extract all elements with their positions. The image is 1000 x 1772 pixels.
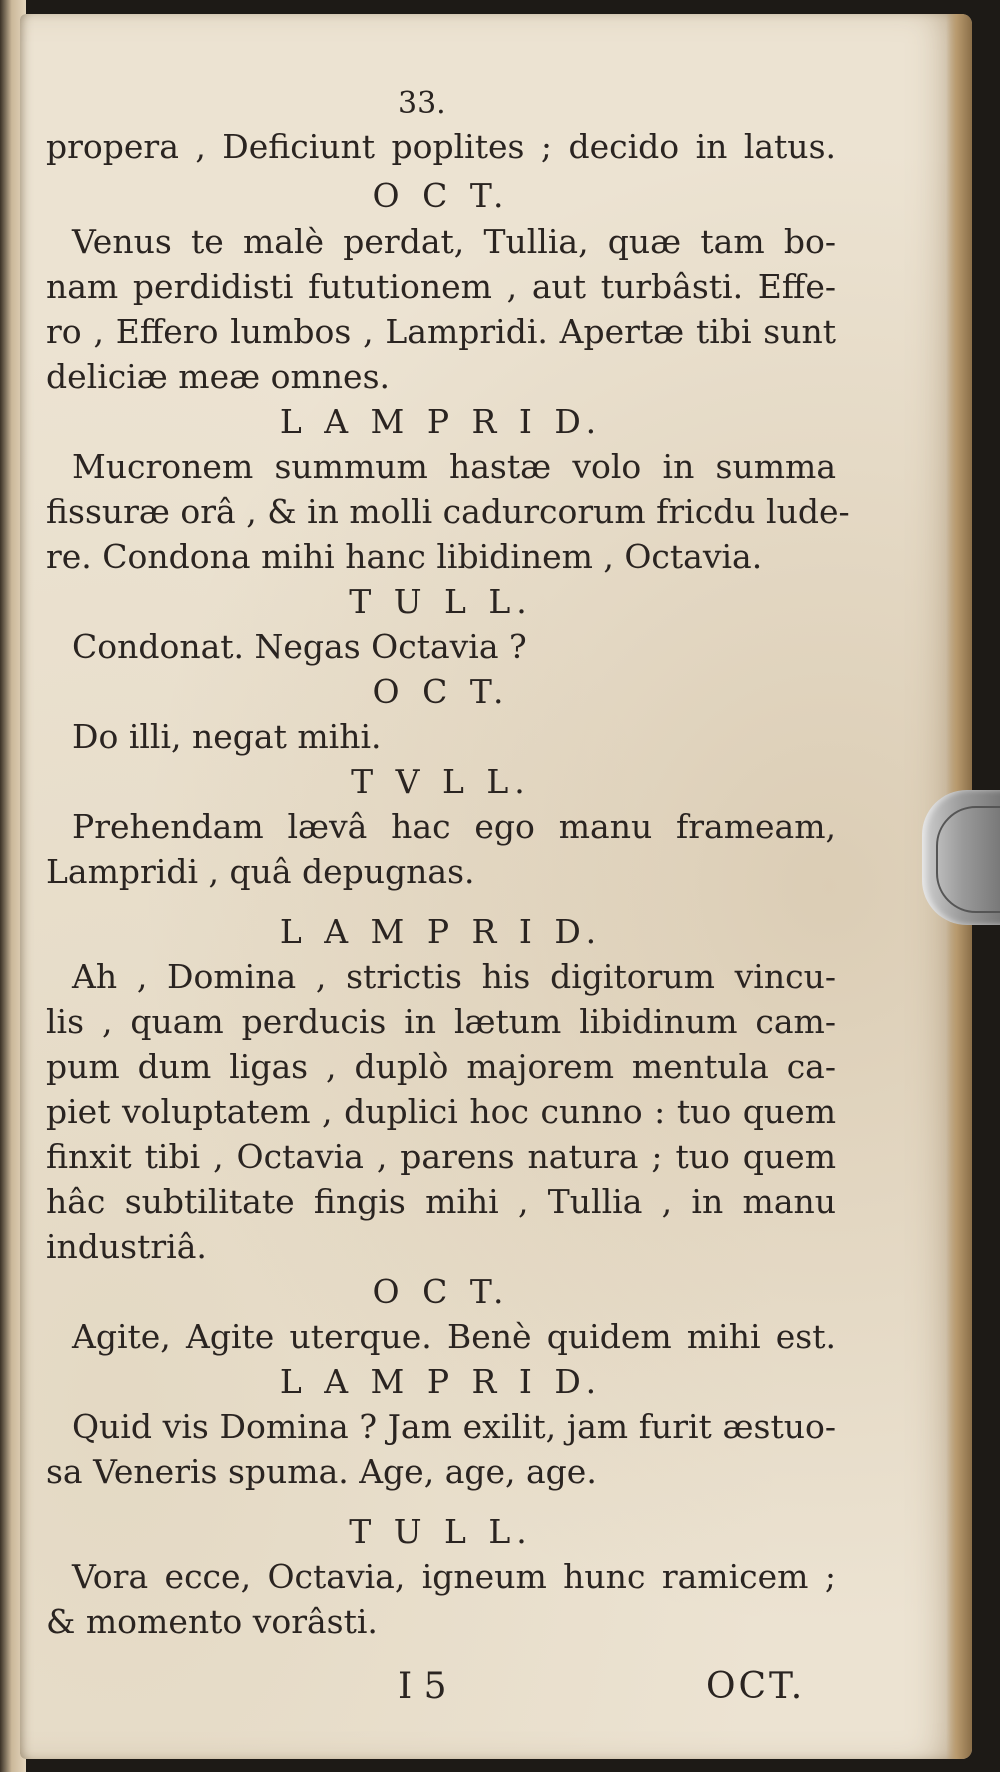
text-line: sa Veneris spuma. Age, age, age. bbox=[46, 1452, 597, 1491]
text-line: deliciæ meæ omnes. bbox=[46, 357, 391, 396]
speaker-heading: L A M P R I D. bbox=[279, 912, 603, 951]
page-clip-loop bbox=[936, 806, 1000, 913]
text-line: industriâ. bbox=[46, 1227, 207, 1266]
speaker-heading: O C T. bbox=[372, 672, 510, 711]
text-line: Mucronem summum hastæ volo in summa bbox=[72, 447, 836, 486]
speaker-heading: T V L L. bbox=[351, 762, 531, 801]
text-line: Ah , Domina , strictis his digitorum vincu- bbox=[72, 957, 836, 996]
text-line: piet voluptatem , duplici hoc cunno : tuo quem bbox=[46, 1092, 836, 1131]
speaker-heading: O C T. bbox=[372, 176, 510, 215]
text-line: Do illi, negat mihi. bbox=[72, 717, 382, 756]
text-line: ro , Effero lumbos , Lampridi. Apertæ tibi sunt bbox=[46, 312, 836, 351]
signature-mark: I 5 bbox=[398, 1666, 447, 1707]
text-line: finxit tibi , Octavia , parens natura ; tuo quem bbox=[46, 1137, 836, 1176]
speaker-heading: T U L L. bbox=[349, 1512, 533, 1551]
text-line: fissuræ orâ , & in molli cadurcorum fricdu lude- bbox=[46, 492, 850, 531]
speaker-heading: L A M P R I D. bbox=[279, 402, 603, 441]
speaker-heading: L A M P R I D. bbox=[279, 1362, 603, 1401]
text-line: Venus te malè perdat, Tullia, quæ tam bo- bbox=[72, 222, 836, 261]
text-line: Vora ecce, Octavia, igneum hunc ramicem ; bbox=[72, 1557, 836, 1596]
text-line: pum dum ligas , duplò majorem mentula ca- bbox=[46, 1047, 836, 1086]
page-clip bbox=[922, 790, 1000, 925]
text-line: nam perdidisti fututionem , aut turbâsti. Effe- bbox=[46, 267, 836, 306]
text-line: lis , quam perducis in lætum libidinum cam- bbox=[46, 1002, 836, 1041]
text-line: Agite, Agite uterque. Benè quidem mihi est. bbox=[72, 1317, 836, 1356]
speaker-heading: T U L L. bbox=[349, 582, 533, 621]
text-line: Prehendam lævâ hac ego manu frameam, bbox=[72, 807, 836, 846]
text-line: Lampridi , quâ depugnas. bbox=[46, 852, 475, 891]
text-line: Quid vis Domina ? Jam exilit, jam furit æstuo- bbox=[72, 1407, 836, 1446]
speaker-heading: O C T. bbox=[372, 1272, 510, 1311]
text-line: re. Condona mihi hanc libidinem , Octavia. bbox=[46, 537, 763, 576]
text-line: & momento vorâsti. bbox=[46, 1602, 378, 1641]
page-number: 33. bbox=[398, 86, 446, 121]
catchword: OCT. bbox=[706, 1666, 806, 1707]
text-line: propera , Deficiunt poplites ; decido in latus. bbox=[46, 127, 836, 166]
text-line: Condonat. Negas Octavia ? bbox=[72, 627, 527, 666]
text-line: hâc subtilitate fingis mihi , Tullia , in manu bbox=[46, 1182, 836, 1221]
